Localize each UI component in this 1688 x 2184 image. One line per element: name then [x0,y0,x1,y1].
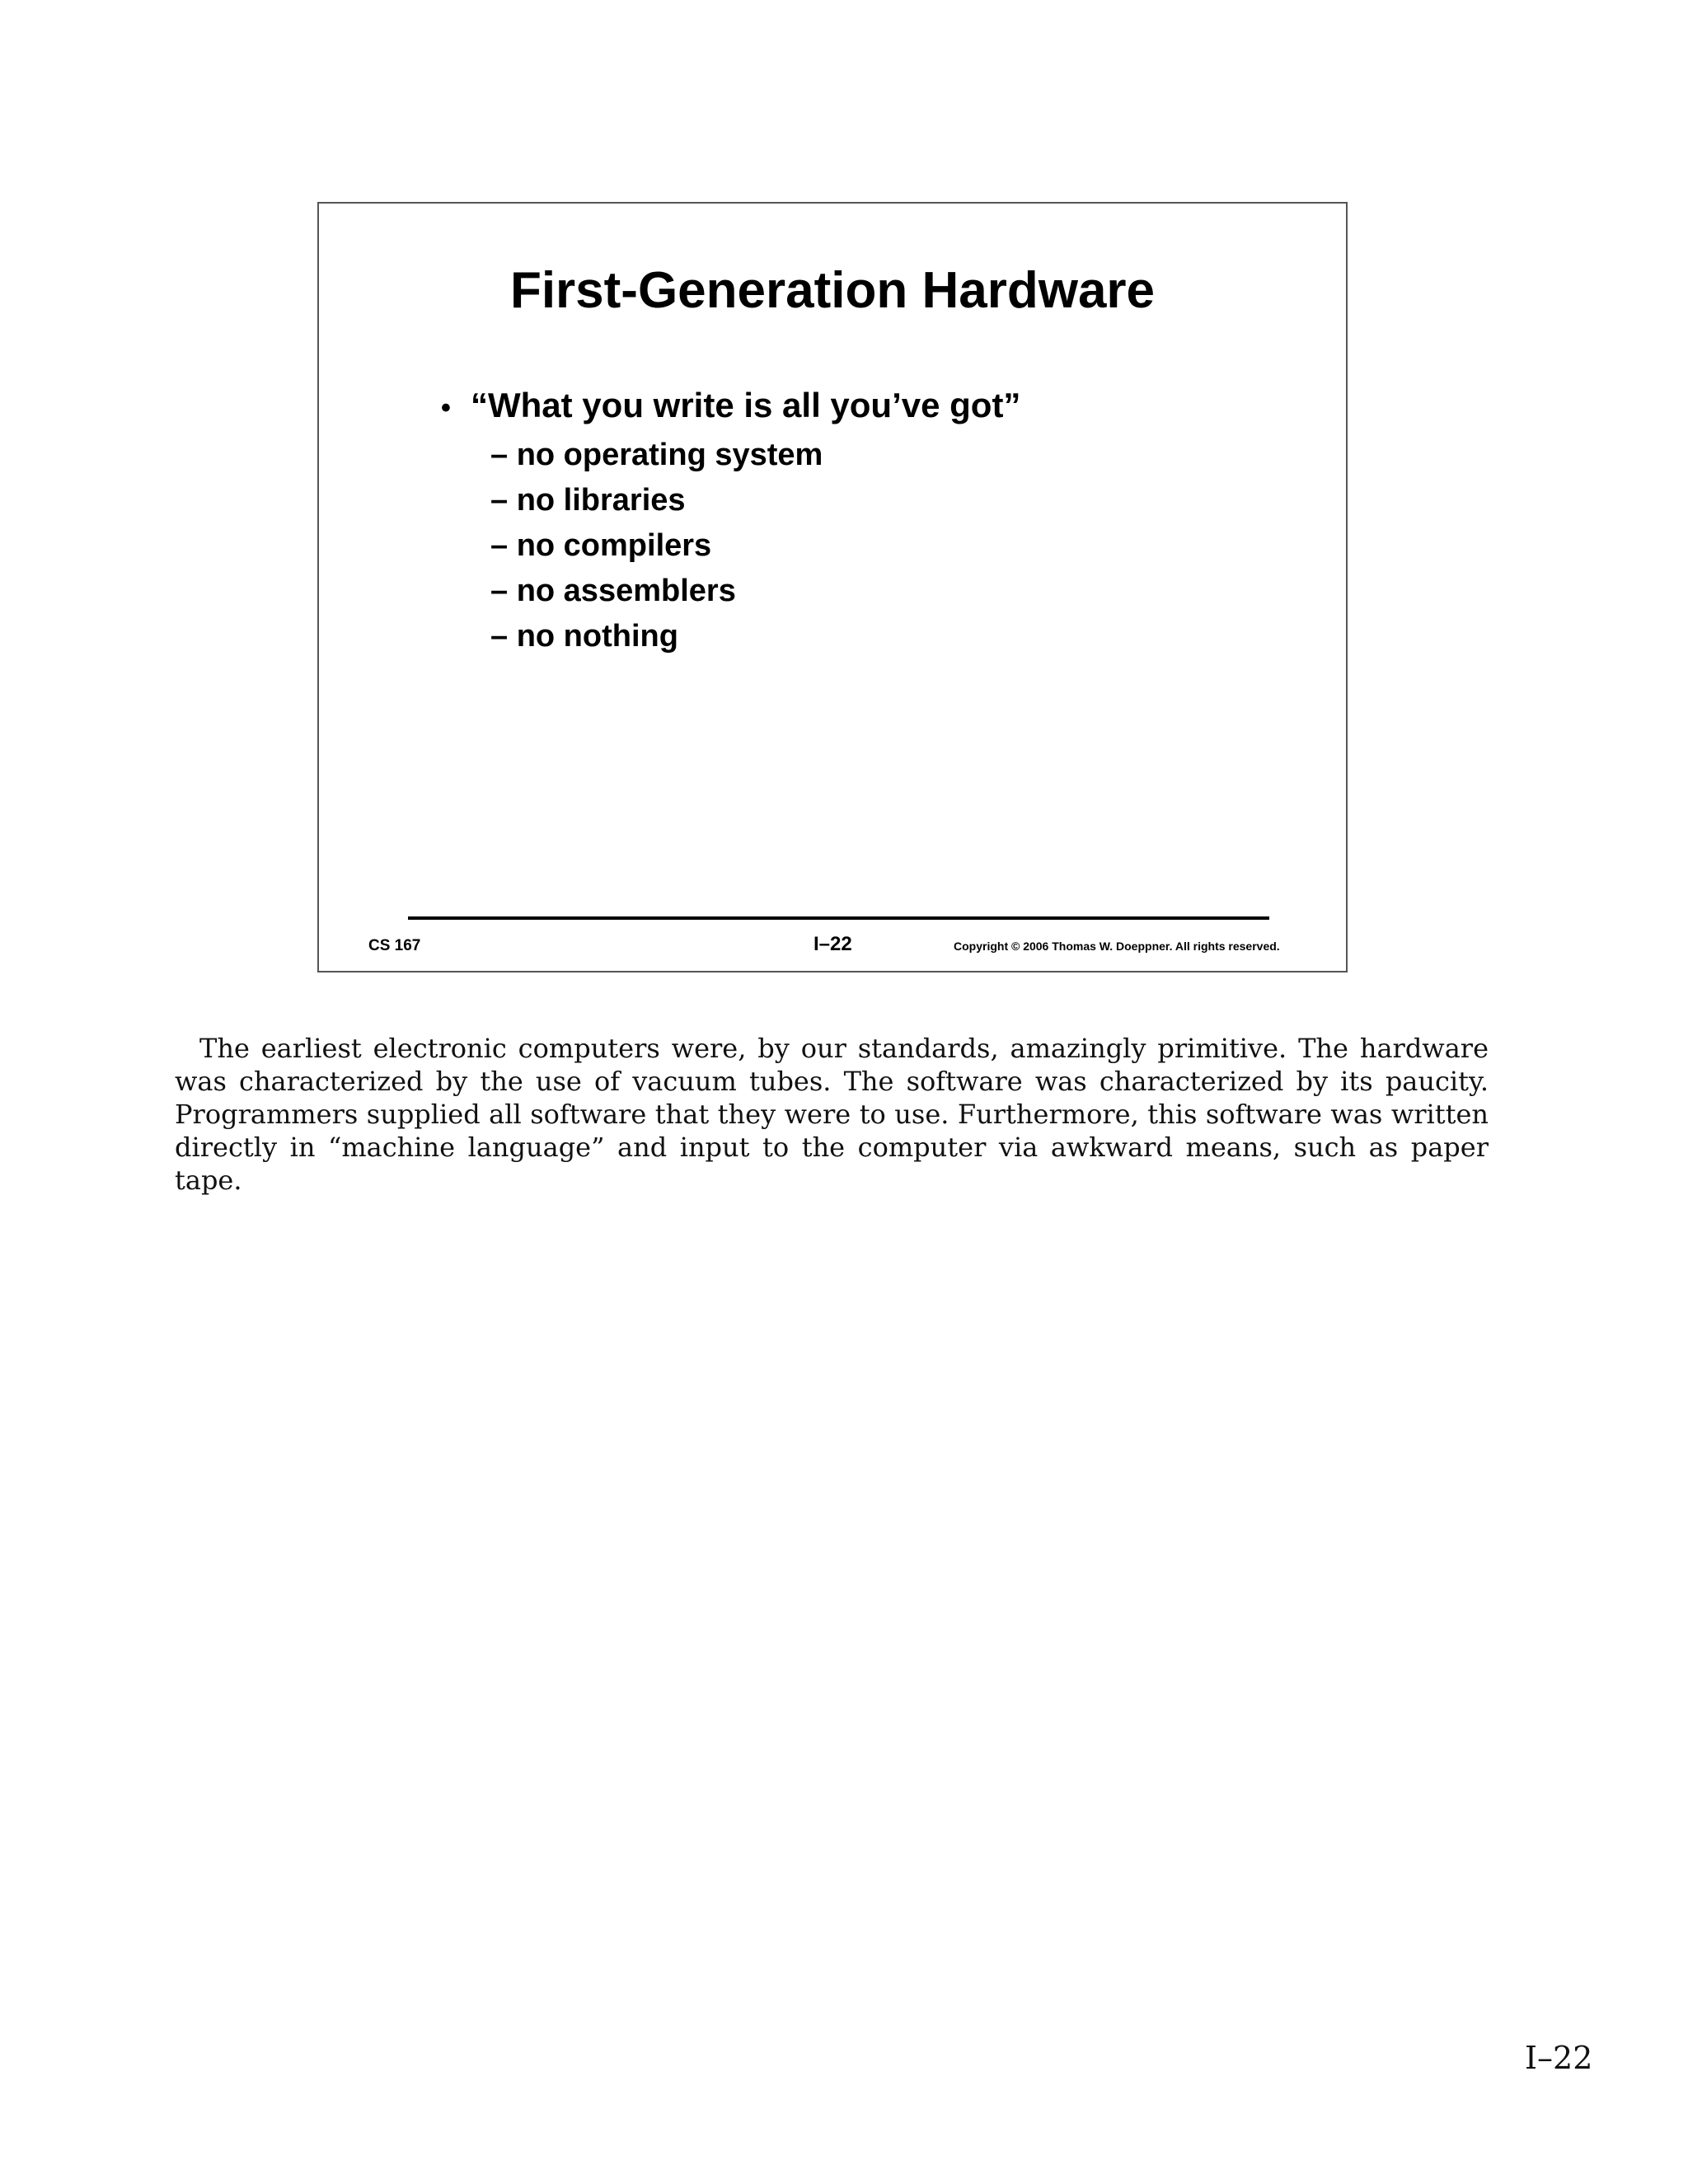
slide-footer-copyright: Copyright © 2006 Thomas W. Doeppner. All rights reserved. [954,940,1280,953]
slide-title: First-Generation Hardware [509,262,1156,319]
bullet-text: “What you write is all you’ve got” [471,386,1021,424]
slide-footer-number: I–22 [814,933,852,955]
bullet-marker: • [441,392,451,424]
slide-frame [317,202,1348,972]
page-number: I–22 [1525,2040,1593,2076]
sub-bullet-item: – no nothing [490,619,678,654]
bullet-item [441,381,1020,433]
sub-bullet-item: – no compilers [490,528,712,563]
slide-footer-course: CS 167 [368,937,421,954]
slide-footer-divider [408,916,1269,920]
sub-bullet-item: – no operating system [490,438,823,472]
body-paragraph: The earliest electronic computers were, by our standards, amazingly primitive. The hardware was characterized by the use of vacuum tubes. The software was characterized by its paucity. Programmers supplied all software that they were to use. Furthermore, this software was written directly in “machine language” and input to the computer via awkward means, such as paper tape. [175,1033,1489,1196]
sub-bullet-item: – no libraries [490,483,686,518]
sub-bullet-list [441,433,1020,659]
sub-bullet-item: – no assemblers [490,574,736,608]
bullet-list [441,381,1020,659]
